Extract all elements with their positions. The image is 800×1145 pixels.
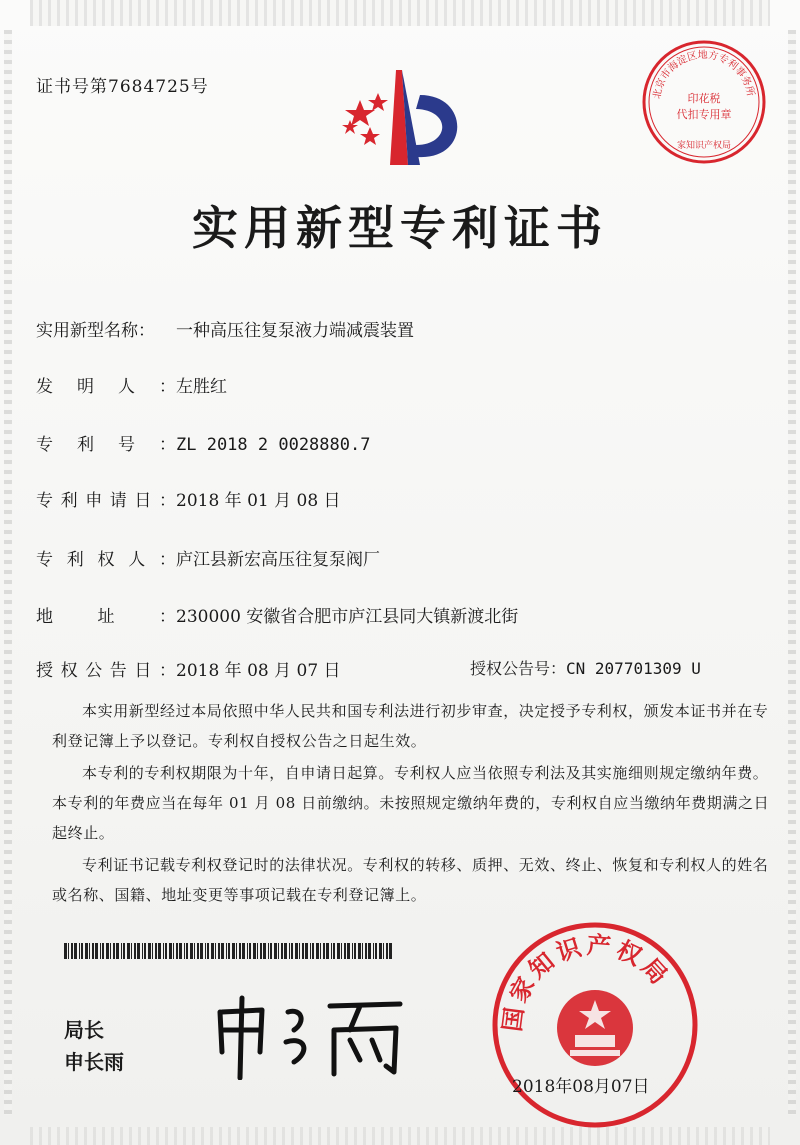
patentee-value: 庐江县新宏高压往复泵阀厂	[176, 550, 380, 570]
grant-date-label: 授权公告日：	[36, 661, 176, 681]
address-value: 230000 安徽省合肥市庐江县同大镇新渡北街	[176, 607, 519, 627]
address-row	[36, 602, 518, 627]
filing-date-row	[36, 486, 341, 511]
patent-number-label: 专利号：	[36, 435, 176, 455]
utility-model-name-row	[36, 316, 414, 341]
certificate-number: 证书号第7684725号	[36, 77, 209, 97]
filing-date-label: 专利申请日：	[36, 491, 176, 511]
certificate-body	[52, 696, 772, 912]
patent-number-value: ZL 2018 2 0028880.7	[176, 435, 371, 455]
svg-text:北京市海淀区地方专利事务所: 北京市海淀区地方专利事务所	[651, 49, 756, 100]
svg-text:印花税: 印花税	[687, 92, 721, 105]
grant-number-label: 授权公告号：	[470, 659, 567, 678]
decorative-border-top	[30, 0, 770, 26]
inventor-label: 发明人：	[36, 377, 176, 397]
seal-date: 2018年08月07日	[512, 1077, 650, 1097]
grant-date-row	[36, 656, 341, 681]
grant-number-value: CN 207701309 U	[566, 659, 701, 678]
svg-text:家知识产权局: 家知识产权局	[676, 141, 732, 151]
body-paragraph: 本实用新型经过本局依照中华人民共和国专利法进行初步审查，决定授予专利权，颁发本证书并在专利登记簿上予以登记。专利权自授权公告之日起生效。	[52, 702, 769, 750]
filing-date-value: 2018 年 01 月 08 日	[176, 491, 341, 511]
patentee-row	[36, 545, 380, 570]
certificate-title: 实用新型专利证书	[192, 201, 608, 255]
grant-date-value: 2018 年 08 月 07 日	[176, 661, 341, 681]
svg-text:代扣专用章: 代扣专用章	[676, 108, 732, 121]
cnipa-official-seal	[490, 920, 700, 1130]
handwritten-signature	[210, 990, 410, 1080]
inventor-value: 左胜红	[176, 377, 227, 397]
patentee-label: 专利权人：	[36, 550, 176, 570]
inventor-row	[36, 372, 227, 397]
utility-model-name-label: 实用新型名称：	[36, 321, 155, 341]
svg-text:国家知识产权局: 国家知识产权局	[497, 931, 676, 1034]
signer-name: 申长雨	[64, 1050, 124, 1074]
body-paragraph: 专利证书记载专利权登记时的法律状况。专利权的转移、质押、无效、终止、恢复和专利权人的姓名或名称、国籍、地址变更等事项记载在专利登记簿上。	[52, 856, 769, 904]
address-label: 地址：	[36, 607, 176, 627]
grant-number-row	[470, 656, 701, 679]
patent-number-row	[36, 430, 370, 455]
barcode	[64, 943, 394, 959]
patent-office-emblem-icon	[330, 65, 480, 180]
agency-tax-seal	[638, 36, 770, 168]
utility-model-name-value: 一种高压往复泵液力端减震装置	[176, 321, 414, 341]
body-paragraph: 本专利的专利权期限为十年，自申请日起算。专利权人应当依照专利法及其实施细则规定缴纳年费。本专利的年费应当在每年 01 月 08 日前缴纳。未按照规定缴纳年费的，专利权自应当缴纳年费期满之日起终止。	[52, 764, 770, 842]
signer-title: 局长	[64, 1018, 104, 1042]
